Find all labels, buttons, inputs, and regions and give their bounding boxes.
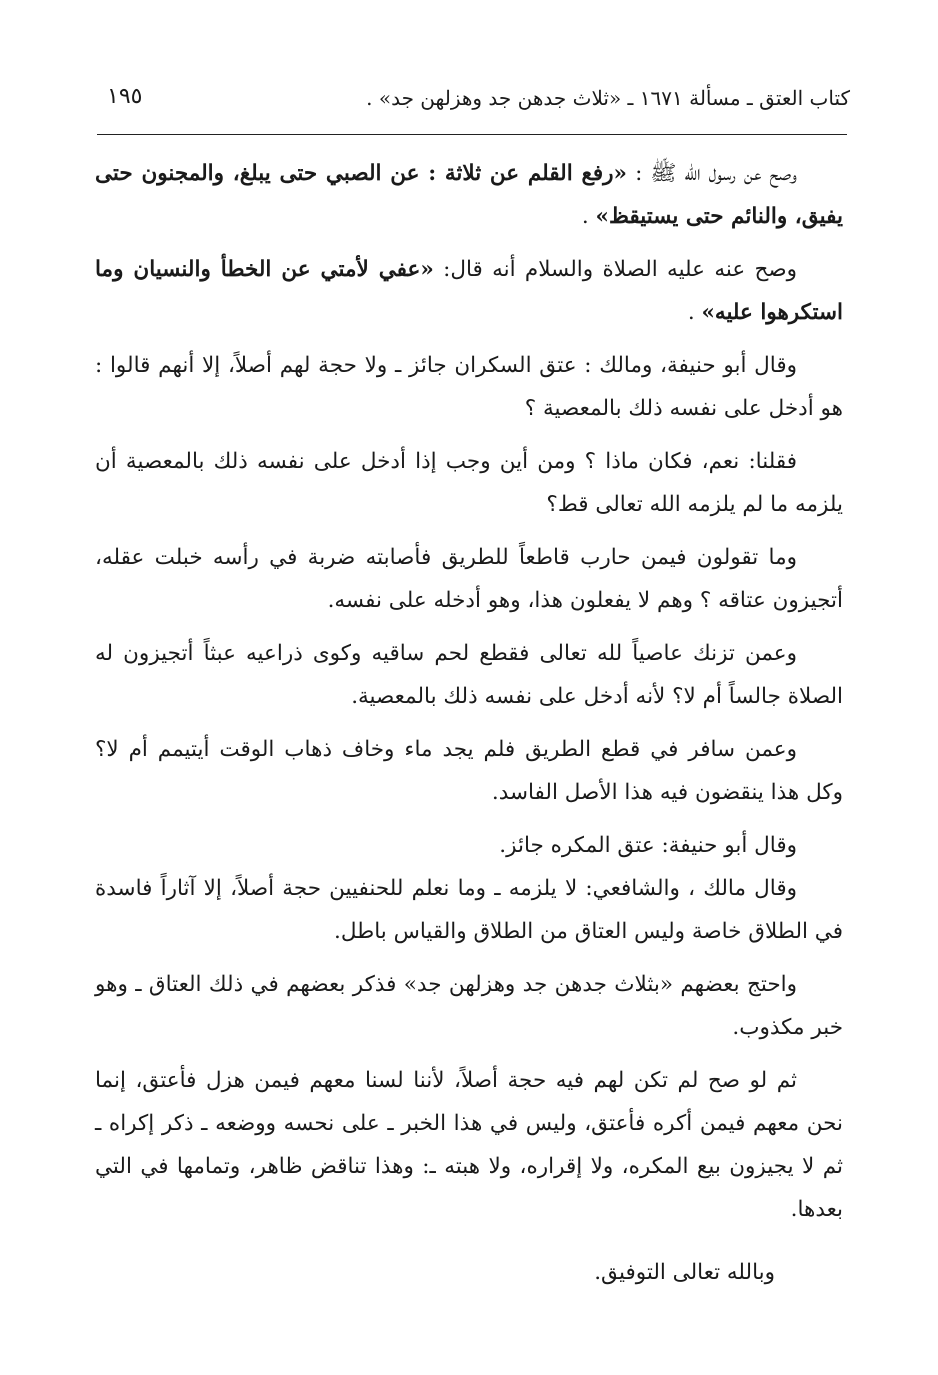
paragraph: وعمن سافر في قطع الطريق فلم يجد ماء وخاف ذهاب الوقت أيتيمم أم لا؟ وكل هذا ينقضون فيه هذا الأصل الفاسد. <box>95 737 843 805</box>
hadith-quote: «رفع القلم عن ثلاثة : عن الصبي حتى يبلغ، والمجنون حتى يفيق، والنائم حتى يستيقظ» <box>95 161 843 229</box>
paragraph <box>95 248 843 334</box>
body-text <box>95 152 843 1241</box>
paragraph: وعمن تزنك عاصياً لله تعالى فقطع لحم ساقيه وكوى ذراعيه عبثاً أتجيزون له الصلاة جالساً أم لا؟ لأنه أدخل على نفسه ذلك بالمعصية. <box>95 641 843 709</box>
paragraph: ثم لو صح لم تكن لهم فيه حجة أصلاً، لأننا لسنا معهم فيمن هزل فأعتق، إنما نحن معهم فيمن أكره فأعتق، وليس في هذا الخبر ـ على نحسه ووضعه ـ ذكر إكراه ـ ثم لا يجيزون بيع المكره، ولا إقراره، ولا هبته ـ: وهذا تناقض ظاهر، وتمامها في التي بعدها. <box>95 1068 843 1222</box>
paragraph-tail: . <box>581 204 596 229</box>
page-number: ١٩٥ <box>107 84 143 109</box>
closing-line: وبالله تعالى التوفيق. <box>594 1260 775 1285</box>
paragraph <box>95 152 843 238</box>
paragraph: وما تقولون فيمن حارب قاطعاً للطريق فأصابته ضربة في رأسه خبلت عقله، أتجيزون عتاقه ؟ وهم لا يفعلون هذا، وهو أدخله على نفسه. <box>95 545 843 613</box>
paragraph: واحتج بعضهم «بثلاث جدهن جد وهزلهن جد» فذكر بعضهم في ذلك العتاق ـ وهو خبر مكذوب. <box>95 972 843 1040</box>
paragraph: فقلنا: نعم، فكان ماذا ؟ ومن أين وجب إذا أدخل على نفسه ذلك بالمعصية أن يلزمه ما لم يلزمه الله تعالى قط؟ <box>95 449 843 517</box>
paragraph: وقال أبو حنيفة: عتق المكره جائز. <box>499 833 797 858</box>
paragraph: وقال أبو حنيفة، ومالك : عتق السكران جائز ـ ولا حجة لهم أصلاً، إلا أنهم قالوا : هو أدخل على نفسه ذلك بالمعصية ؟ <box>95 353 843 421</box>
paragraph-lead: وصح عن رسول الله ﷺ : <box>626 161 797 186</box>
hadith-quote: «عفي لأمتي عن الخطأ والنسيان وما استكرهوا عليه» <box>95 257 843 325</box>
paragraph-tail: . <box>687 300 702 325</box>
paragraph-lead: وصح عنه عليه الصلاة والسلام أنه قال: <box>433 257 798 282</box>
running-title: كتاب العتق ـ مسألة ١٦٧١ ـ «ثلاث جدهن جد وهزلهن جد» . <box>366 86 850 110</box>
paragraph: وقال مالك ، والشافعي: لا يلزمه ـ وما نعلم للحنفيين حجة أصلاً، إلا آثاراً فاسدة في الطلاق خاصة وليس العتاق من الطلاق والقياس باطل. <box>95 876 843 944</box>
header-rule <box>97 134 847 135</box>
page-header <box>95 80 850 120</box>
